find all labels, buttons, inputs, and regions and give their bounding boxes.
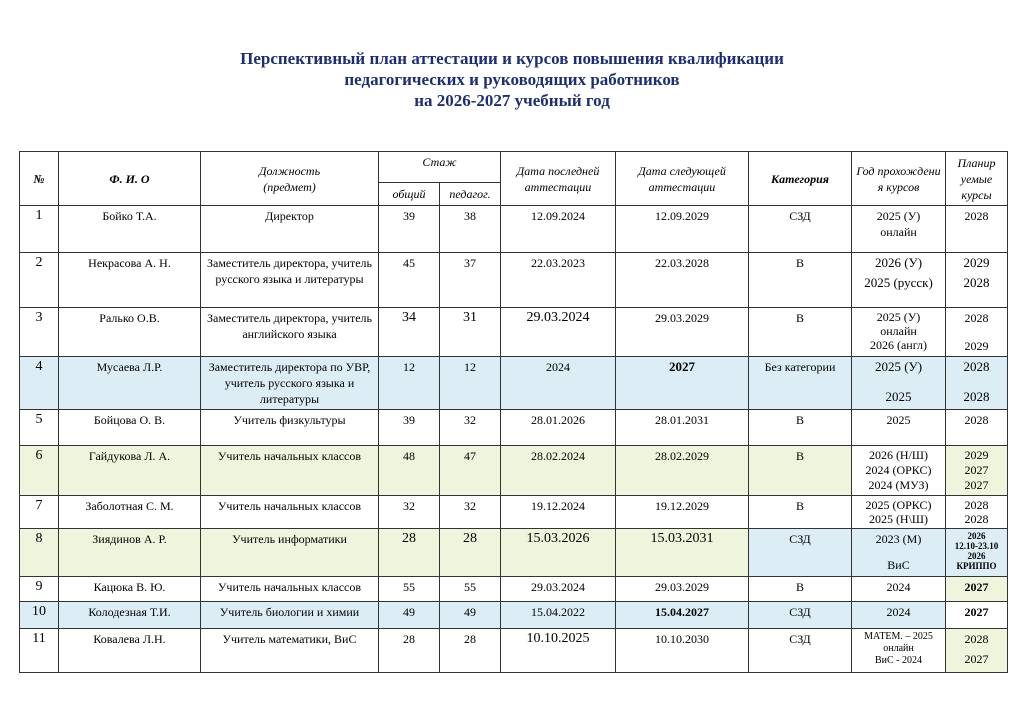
table-row [20,253,1008,308]
header-stazh-total: общий [379,183,440,206]
cell-num: 6 [20,446,59,496]
cell-next-attestation: 15.04.2027 [616,602,749,629]
document-title [0,48,1024,111]
cell-position: Учитель начальных классов [201,577,379,602]
cell-stazh-ped: 37 [440,253,501,308]
cell-fio: Бойцова О. В. [59,410,201,446]
cell-fio: Ралько О.В. [59,308,201,357]
cell-num: 10 [20,602,59,629]
cell-next-attestation: 15.03.2031 [616,529,749,577]
cell-last-attestation: 10.10.2025 [501,629,616,673]
cell-course-year: 2025 [852,410,946,446]
cell-planned: 2028 2027 [946,629,1008,673]
cell-num: 7 [20,496,59,529]
cell-planned: 2027 [946,577,1008,602]
header-fio: Ф. И. О [59,152,201,206]
cell-fio: Колодезная Т.И. [59,602,201,629]
cell-planned: 2028 [946,206,1008,253]
cell-planned: 2028 [946,410,1008,446]
cell-next-attestation: 29.03.2029 [616,577,749,602]
cell-stazh-total: 34 [379,308,440,357]
cell-course-year: 2026 (У) 2025 (русск) [852,253,946,308]
cell-num: 1 [20,206,59,253]
table-row [20,308,1008,357]
header-last-attestation: Дата последней аттестации [501,152,616,206]
cell-next-attestation: 29.03.2029 [616,308,749,357]
table-row [20,602,1008,629]
cell-position: Директор [201,206,379,253]
cell-position: Заместитель директора, учитель английского языка [201,308,379,357]
cell-position: Заместитель директора, учитель русского языка и литературы [201,253,379,308]
cell-last-attestation: 29.03.2024 [501,577,616,602]
title-line-1: Перспективный план аттестации и курсов повышения квалификации [240,49,784,68]
cell-course-year: МАТЕМ. – 2025 онлайн ВиС - 2024 [852,629,946,673]
cell-num: 2 [20,253,59,308]
cell-position: Учитель физкультуры [201,410,379,446]
cell-stazh-total: 45 [379,253,440,308]
header-next-attestation: Дата следующей аттестации [616,152,749,206]
cell-position: Учитель информатики [201,529,379,577]
cell-category: СЗД [749,529,852,577]
cell-last-attestation: 29.03.2024 [501,308,616,357]
cell-category: СЗД [749,629,852,673]
cell-stazh-ped: 32 [440,496,501,529]
cell-next-attestation: 28.02.2029 [616,446,749,496]
cell-category: В [749,253,852,308]
cell-stazh-total: 28 [379,529,440,577]
cell-category: Без категории [749,357,852,410]
table-row [20,446,1008,496]
cell-course-year: 2026 (Н/Ш) 2024 (ОРКС) 2024 (МУЗ) [852,446,946,496]
cell-fio: Бойко Т.А. [59,206,201,253]
cell-stazh-ped: 12 [440,357,501,410]
cell-stazh-ped: 28 [440,629,501,673]
header-position: Должность (предмет) [201,152,379,206]
cell-category: В [749,446,852,496]
cell-fio: Гайдукова Л. А. [59,446,201,496]
cell-stazh-total: 32 [379,496,440,529]
cell-position: Учитель биологии и химии [201,602,379,629]
cell-next-attestation: 19.12.2029 [616,496,749,529]
cell-fio: Ковалева Л.Н. [59,629,201,673]
cell-planned: 2028 2028 [946,496,1008,529]
cell-next-attestation: 12.09.2029 [616,206,749,253]
cell-last-attestation: 12.09.2024 [501,206,616,253]
cell-stazh-ped: 28 [440,529,501,577]
cell-fio: Некрасова А. Н. [59,253,201,308]
cell-category: В [749,496,852,529]
cell-position: Учитель начальных классов [201,446,379,496]
cell-course-year: 2025 (ОРКС) 2025 (Н\Ш) [852,496,946,529]
cell-last-attestation: 19.12.2024 [501,496,616,529]
cell-course-year: 2025 (У) онлайн [852,206,946,253]
cell-planned: 2026 12.10-23.10 2026 КРИППО [946,529,1008,577]
cell-next-attestation: 10.10.2030 [616,629,749,673]
cell-planned: 2027 [946,602,1008,629]
cell-next-attestation: 22.03.2028 [616,253,749,308]
cell-position: Учитель математики, ВиС [201,629,379,673]
cell-stazh-total: 49 [379,602,440,629]
cell-last-attestation: 22.03.2023 [501,253,616,308]
cell-category: СЗД [749,206,852,253]
cell-next-attestation: 2027 [616,357,749,410]
cell-stazh-ped: 55 [440,577,501,602]
cell-fio: Заболотная С. М. [59,496,201,529]
table-row [20,496,1008,529]
table-row [20,529,1008,577]
cell-category: В [749,577,852,602]
cell-last-attestation: 2024 [501,357,616,410]
header-category: Категория [749,152,852,206]
cell-course-year: 2024 [852,577,946,602]
table-row [20,410,1008,446]
cell-stazh-total: 48 [379,446,440,496]
header-planned-courses: Планир уемые курсы [946,152,1008,206]
cell-num: 9 [20,577,59,602]
cell-last-attestation: 28.02.2024 [501,446,616,496]
cell-last-attestation: 15.04.2022 [501,602,616,629]
cell-num: 3 [20,308,59,357]
attestation-table [19,151,1008,673]
cell-course-year: 2024 [852,602,946,629]
cell-planned: 2029 2027 2027 [946,446,1008,496]
title-line-2: педагогических и руководящих работников [344,70,680,89]
cell-next-attestation: 28.01.2031 [616,410,749,446]
cell-category: В [749,410,852,446]
cell-stazh-total: 39 [379,206,440,253]
cell-num: 8 [20,529,59,577]
cell-fio: Зиядинов А. Р. [59,529,201,577]
cell-num: 11 [20,629,59,673]
cell-planned: 2028 2029 [946,308,1008,357]
header-stazh: Стаж [379,152,501,183]
cell-stazh-total: 12 [379,357,440,410]
cell-stazh-ped: 47 [440,446,501,496]
header-course-year: Год прохождени я курсов [852,152,946,206]
cell-position: Заместитель директора по УВР, учитель русского языка и литературы [201,357,379,410]
table-row [20,357,1008,410]
cell-stazh-ped: 38 [440,206,501,253]
cell-fio: Мусаева Л.Р. [59,357,201,410]
header-stazh-ped: педагог. [440,183,501,206]
cell-num: 5 [20,410,59,446]
table-row [20,629,1008,673]
cell-stazh-ped: 32 [440,410,501,446]
cell-planned: 2028 2028 [946,357,1008,410]
cell-last-attestation: 15.03.2026 [501,529,616,577]
cell-course-year: 2023 (М) ВиС [852,529,946,577]
cell-stazh-total: 28 [379,629,440,673]
table-row [20,577,1008,602]
cell-fio: Кацюка В. Ю. [59,577,201,602]
cell-course-year: 2025 (У) 2025 [852,357,946,410]
cell-planned: 2029 2028 [946,253,1008,308]
cell-stazh-ped: 31 [440,308,501,357]
table-row [20,206,1008,253]
cell-position: Учитель начальных классов [201,496,379,529]
cell-num: 4 [20,357,59,410]
cell-stazh-total: 55 [379,577,440,602]
cell-category: В [749,308,852,357]
cell-course-year: 2025 (У) онлайн 2026 (англ) [852,308,946,357]
title-line-3: на 2026-2027 учебный год [414,91,610,110]
header-num: № [20,152,59,206]
cell-stazh-total: 39 [379,410,440,446]
cell-category: СЗД [749,602,852,629]
cell-last-attestation: 28.01.2026 [501,410,616,446]
cell-stazh-ped: 49 [440,602,501,629]
